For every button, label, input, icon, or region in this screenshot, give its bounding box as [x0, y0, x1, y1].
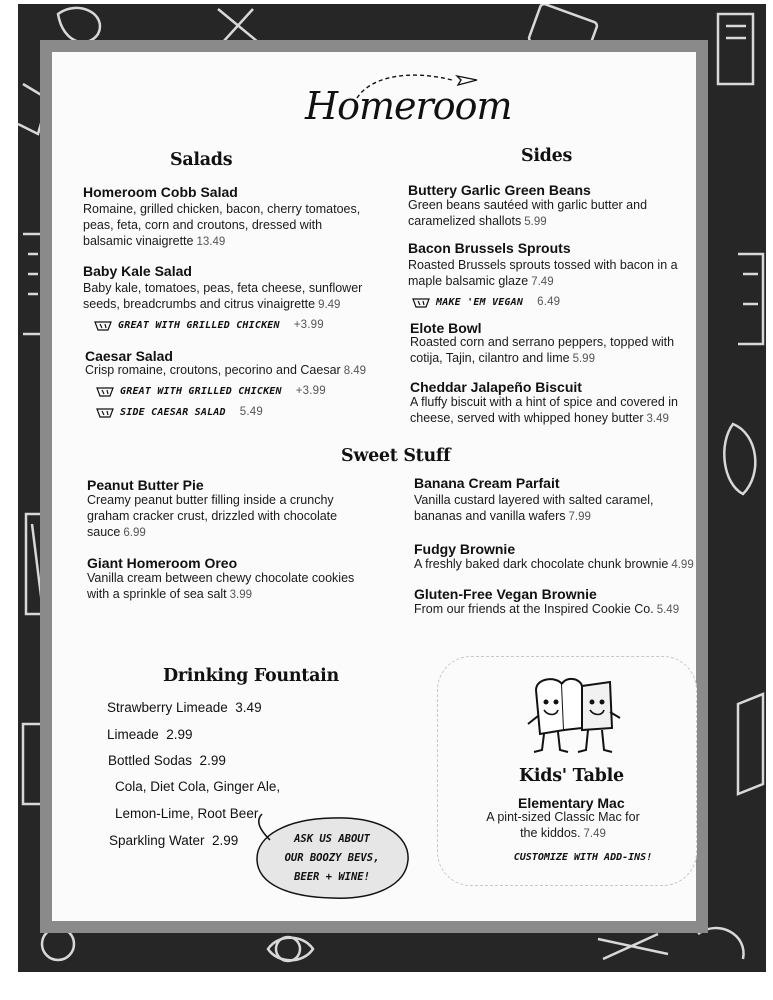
salad-addon-note: GREAT WITH GRILLED CHICKEN +3.99: [96, 385, 326, 397]
boozy-bevs-note: ASK US ABOUT OUR BOOZY BEVS, BEER + WINE!: [284, 833, 380, 883]
lunch-tray-icon: [96, 407, 114, 418]
drink-item: Sparkling Water 2.99: [109, 833, 239, 848]
lunch-tray-icon: [96, 386, 114, 397]
drink-item: Limeade 2.99: [107, 727, 193, 742]
salad-name: Caesar Salad: [85, 348, 173, 364]
add-ins-note: CUSTOMIZE WITH ADD-INS!: [513, 852, 653, 863]
dessert-name: Giant Homeroom Oreo: [87, 555, 238, 571]
drink-item: Strawberry Limeade 3.49: [107, 700, 262, 715]
drink-item: Bottled Sodas 2.99: [108, 753, 226, 768]
salad-name: Homeroom Cobb Salad: [83, 184, 238, 200]
salad-name: Baby Kale Salad: [83, 263, 192, 279]
kids-item-name: Elementary Mac: [518, 795, 625, 811]
drink-item: Lemon-Lime, Root Beer: [115, 806, 259, 821]
drink-item: Cola, Diet Cola, Ginger Ale,: [115, 779, 281, 794]
salad-price: 9.49: [318, 299, 341, 311]
dessert-description: Creamy peanut butter filling inside a crunchy graham cracker crust, drizzled with chocolate sauce 6.99: [87, 493, 338, 539]
side-description: Roasted Brussels sprouts tossed with bacon in a maple balsamic glaze 7.49: [408, 258, 678, 288]
salad-description: Crisp romaine, croutons, pecorino and Caesar 8.49: [85, 363, 367, 377]
dessert-name: Banana Cream Parfait: [414, 475, 560, 491]
lunch-tray-icon: [94, 320, 112, 331]
salad-description: Romaine, grilled chicken, bacon, cherry tomatoes, peas, feta, corn and croutons, dressed with balsamic vinaigrette 13.49: [83, 202, 361, 248]
salad-addon-note: GREAT WITH GRILLED CHICKEN +3.99: [94, 319, 324, 331]
dessert-price: 5.49: [656, 604, 680, 616]
side-price: 5.99: [572, 353, 595, 365]
side-description: Roasted corn and serrano peppers, topped with cotija, Tajin, cilantro and lime 5.99: [410, 335, 675, 365]
kids-table-heading: Kids' Table: [519, 766, 624, 786]
dessert-name: Fudgy Brownie: [414, 541, 516, 557]
dessert-name: Gluten-Free Vegan Brownie: [414, 586, 597, 602]
side-description: Green beans sautéed with garlic butter and caramelized shallots 5.99: [408, 198, 648, 228]
drinks-heading: Drinking Fountain: [163, 666, 339, 686]
salad-price: 13.49: [196, 236, 226, 248]
side-price: 3.49: [646, 413, 669, 425]
side-description: A fluffy biscuit with a hint of spice and covered in cheese, served with whipped honey butter 3.49: [410, 395, 678, 425]
side-name: Elote Bowl: [410, 320, 482, 336]
side-name: Bacon Brussels Sprouts: [408, 240, 571, 256]
dessert-price: 4.99: [671, 559, 694, 571]
salad-addon-note: SIDE CAESAR SALAD 5.49: [96, 406, 263, 418]
dessert-name: Peanut Butter Pie: [87, 477, 204, 493]
mascot-icon: [522, 672, 622, 762]
kids-item-price: 7.49: [583, 828, 606, 840]
menu-logo-title: Homeroom: [305, 84, 512, 128]
side-name: Cheddar Jalapeño Biscuit: [410, 379, 582, 395]
sweet-stuff-heading: Sweet Stuff: [341, 446, 451, 466]
dessert-description: From our friends at the Inspired Cookie Co. 5.49: [414, 602, 680, 616]
side-addon-note: MAKE 'EM VEGAN 6.49: [412, 296, 560, 308]
salads-heading: Salads: [170, 150, 233, 170]
salad-description: Baby kale, tomatoes, peas, feta cheese, sunflower seeds, breadcrumbs and citrus vinaigrette 9.49: [83, 281, 363, 311]
dessert-description: Vanilla cream between chewy chocolate cookies with a sprinkle of sea salt 3.99: [87, 571, 355, 601]
dessert-price: 3.99: [229, 589, 253, 601]
dessert-price: 6.99: [123, 527, 146, 539]
lunch-tray-icon: [412, 297, 430, 308]
side-name: Buttery Garlic Green Beans: [408, 182, 591, 198]
sides-heading: Sides: [521, 146, 573, 166]
kids-item-description: A pint-sized Classic Mac for the kiddos. 7.49: [486, 810, 640, 840]
dessert-description: Vanilla custard layered with salted caramel, bananas and vanilla wafers 7.99: [414, 493, 654, 523]
dessert-description: A freshly baked dark chocolate chunk brownie 4.99: [414, 557, 694, 571]
dessert-price: 7.99: [568, 511, 591, 523]
side-price: 7.49: [531, 276, 554, 288]
side-price: 5.99: [524, 216, 547, 228]
salad-price: 8.49: [343, 365, 367, 377]
